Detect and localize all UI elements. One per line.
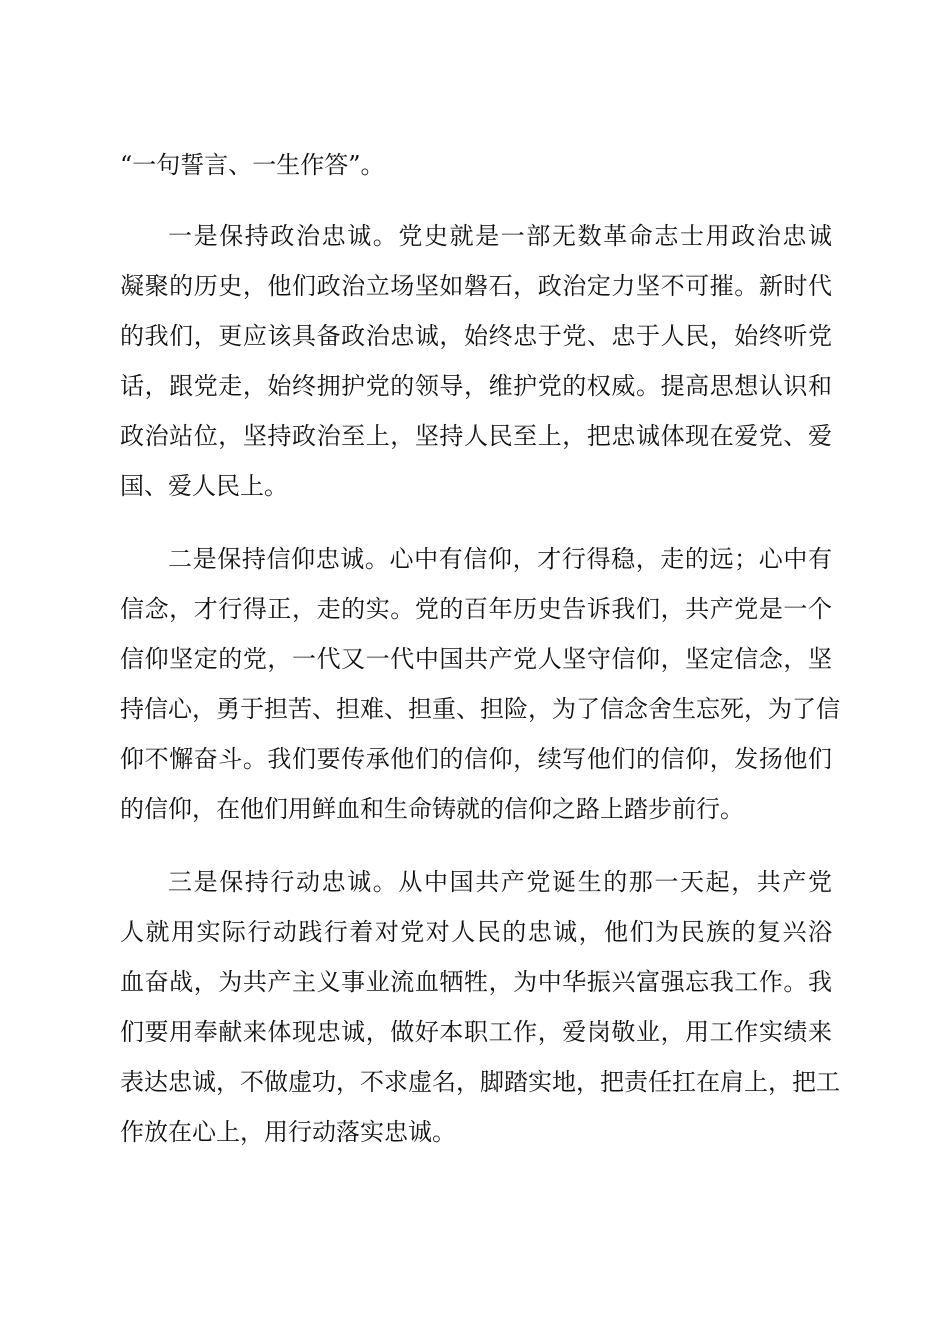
text-line: 信念，才行得正，走的实。党的百年历史告诉我们，共产党是一个	[120, 595, 832, 623]
text-line: 的我们，更应该具备政治忠诚，始终忠于党、忠于人民，始终听党	[120, 322, 832, 350]
text-line: 的信仰，在他们用鲜血和生命铸就的信仰之路上踏步前行。	[120, 795, 744, 823]
text-line: 持信心，勇于担苦、担难、担重、担险，为了信念舍生忘死，为了信	[120, 695, 840, 723]
paragraph-political-loyalty	[120, 211, 832, 511]
text-line: 人就用实际行动践行着对党对人民的忠诚，他们为民族的复兴浴	[120, 918, 832, 946]
document-body	[120, 140, 840, 1180]
text-line: 话，跟党走，始终拥护党的领导，维护党的权威。提高思想认识和	[120, 372, 832, 400]
text-line: 表达忠诚，不做虚功，不求虚名，脚踏实地，把责任扛在肩上，把工	[120, 1068, 840, 1096]
paragraph-belief-loyalty	[120, 534, 840, 834]
text-line: 一是保持政治忠诚。党史就是一部无数革命志士用政治忠诚	[168, 222, 832, 250]
text-line: 凝聚的历史，他们政治立场坚如磐石，政治定力坚不可摧。新时代	[120, 272, 832, 300]
text-line: 信仰坚定的党，一代又一代中国共产党人坚守信仰，坚定信念，坚	[120, 645, 832, 673]
text-line: 作放在心上，用行动落实忠诚。	[120, 1118, 456, 1146]
text-line: “一句誓言、一生作答”。	[120, 151, 385, 179]
text-line: 们要用奉献来体现忠诚，做好本职工作，爱岗敬业，用工作实绩来	[120, 1018, 832, 1046]
paragraph-action-loyalty	[120, 857, 840, 1157]
text-line: 仰不懈奋斗。我们要传承他们的信仰，续写他们的信仰，发扬他们	[120, 745, 832, 773]
text-line: 政治站位，坚持政治至上，坚持人民至上，把忠诚体现在爱党、爱	[120, 422, 832, 450]
paragraph-oath	[120, 140, 832, 190]
text-line: 二是保持信仰忠诚。心中有信仰，才行得稳，走的远；心中有	[168, 545, 832, 573]
text-line: 三是保持行动忠诚。从中国共产党诞生的那一天起，共产党	[168, 868, 832, 896]
text-line: 血奋战，为共产主义事业流血牺牲，为中华振兴富强忘我工作。我	[120, 968, 832, 996]
text-line: 国、爱人民上。	[120, 472, 288, 500]
